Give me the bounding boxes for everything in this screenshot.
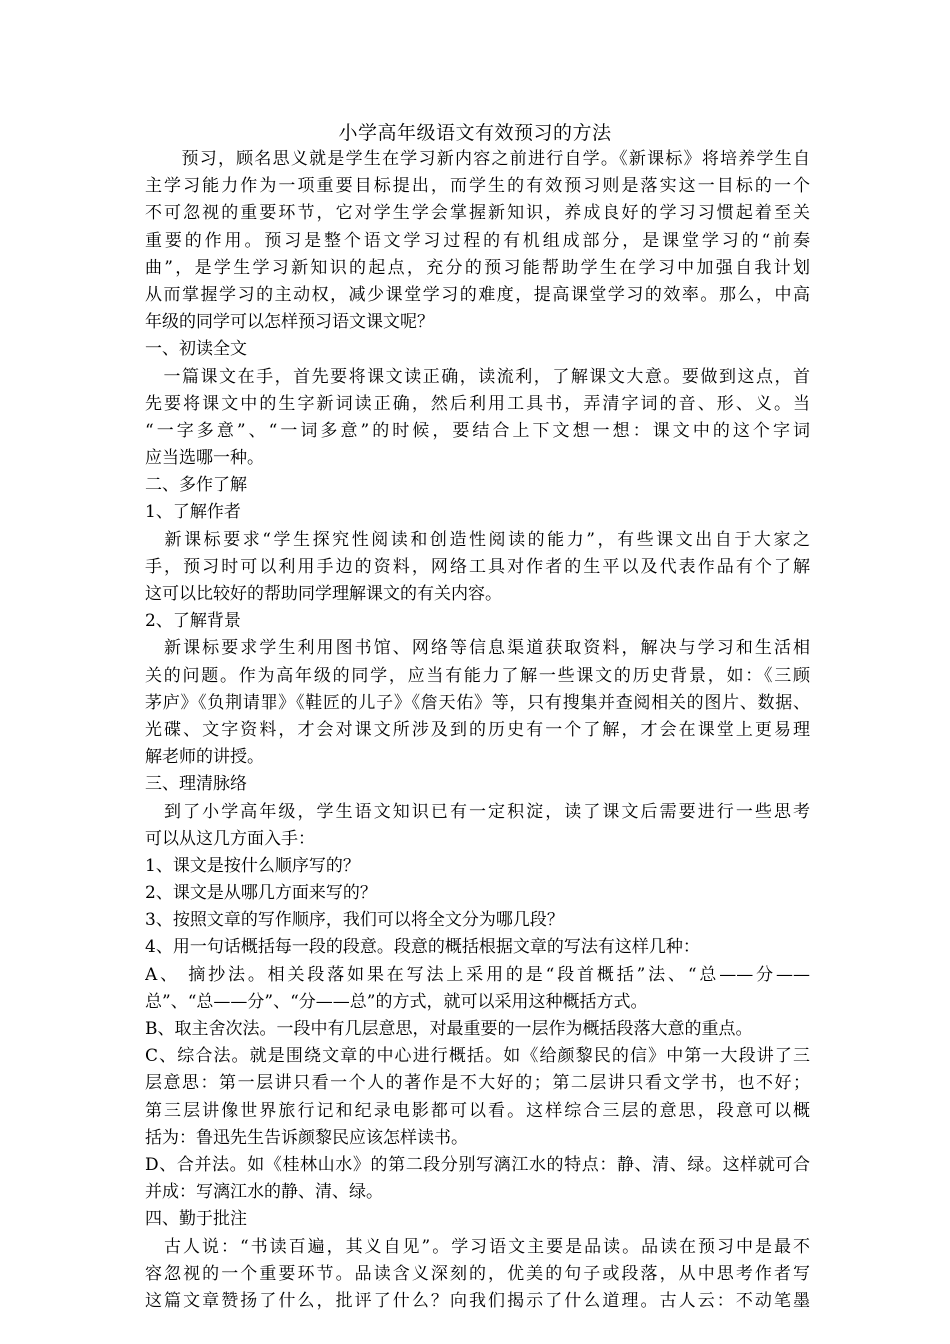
text-line: A、 摘抄法。相关段落如果在写法上采用的是“段首概括”法、“总——分—— (145, 964, 810, 985)
text-line: 四、勤于批注 (145, 1209, 247, 1230)
text-line: 这可以比较好的帮助同学理解课文的有关内容。 (145, 584, 502, 604)
text-line: 新课标要求学生利用图书馆、网络等信息渠道获取资料，解决与学习和生活相 (145, 638, 810, 659)
text-line: 预习，顾名思义就是学生在学习新内容之前进行自学。《新课标》将培养学生自 (145, 149, 810, 169)
text-line: 层意思：第一层讲只看一个人的著作是不大好的；第二层讲只看文学书，也不好； (145, 1073, 810, 1094)
text-line: 这篇文章赞扬了什么，批评了什么？向我们揭示了什么道理。古人云：不动笔墨 (145, 1290, 810, 1311)
text-line: 光碟、文字资料，才会对课文所涉及到的历史有一个了解，才会在课堂上更易理 (145, 719, 810, 740)
text-line: 2、了解背景 (145, 611, 241, 632)
text-line: 应当选哪一种。 (145, 448, 264, 469)
text-line: 总”、“总——分”、“分——总”的方式，就可以采用这种概括方式。 (145, 991, 648, 1012)
text-line: 先要将课文中的生字新词读正确，然后利用工具书，弄清字词的音、形、义。当 (145, 393, 810, 414)
text-line: 主学习能力作为一项重要目标提出，而学生的有效预习则是落实这一目标的一个 (145, 176, 810, 197)
text-line: 一篇课文在手，首先要将课文读正确，读流利，了解课文大意。要做到这点，首 (145, 366, 810, 387)
text-line: 关的问题。作为高年级的同学，应当有能力了解一些课文的历史背景，如：《三顾 (145, 665, 810, 686)
document-body (145, 146, 810, 1315)
text-line: 重要的作用。预习是整个语文学习过程的有机组成部分，是课堂学习的“前奏 (145, 230, 810, 251)
text-line: 从而掌握学习的主动权，减少课堂学习的难度，提高课堂学习的效率。那么，中高 (145, 284, 810, 305)
text-line: 第三层讲像世界旅行记和纪录电影都可以看。这样综合三层的意思，段意可以概 (145, 1100, 810, 1121)
text-line: 括为：鲁迅先生告诉颜黎民应该怎样读书。 (145, 1127, 468, 1148)
text-line: 茅庐》《负荆请罪》《鞋匠的儿子》《詹天佑》等，只有搜集并查阅相关的图片、数据、 (145, 692, 810, 713)
text-line: 并成：写漓江水的静、清、绿。 (145, 1182, 383, 1203)
text-line: 不可忽视的重要环节，它对学生学会掌握新知识，养成良好的学习习惯起着至关 (145, 203, 810, 224)
text-line: 年级的同学可以怎样预习语文课文呢？ (145, 312, 434, 333)
text-line: 手，预习时可以利用手边的资料，网络工具对作者的生平以及代表作品有个了解 (145, 556, 810, 577)
text-line: 一、初读全文 (145, 339, 247, 360)
text-line: 容忽视的一个重要环节。品读含义深刻的，优美的句子或段落，从中思考作者写 (145, 1263, 810, 1284)
text-line: 三、理清脉络 (145, 774, 247, 795)
text-line: 二、多作了解 (145, 475, 247, 496)
text-line: 可以从这几方面入手： (145, 828, 315, 849)
text-line: D、合并法。如《桂林山水》的第二段分别写漓江水的特点：静、清、绿。这样就可合 (145, 1154, 810, 1175)
text-line: 曲”，是学生学习新知识的起点，充分的预习能帮助学生在学习中加强自我计划 (145, 257, 810, 278)
text-line: 到了小学高年级，学生语文知识已有一定积淀，读了课文后需要进行一些思考 (145, 801, 810, 822)
text-line: 3、按照文章的写作顺序，我们可以将全文分为哪几段？ (145, 910, 564, 931)
text-line: 4、用一句话概括每一段的段意。段意的概括根据文章的写法有这样几种： (145, 937, 700, 958)
text-line: 古人说：“书读百遍，其义自见”。学习语文主要是品读。品读在预习中是最不 (145, 1236, 810, 1257)
text-line: C、综合法。就是围绕文章的中心进行概括。如《给颜黎民的信》中第一大段讲了三 (145, 1046, 810, 1067)
document-title: 小学高年级语文有效预习的方法 (338, 122, 612, 144)
text-line: 1、了解作者 (145, 502, 241, 523)
text-line: 解老师的讲授。 (145, 747, 264, 768)
text-line: 1、课文是按什么顺序写的？ (145, 855, 360, 876)
text-line: B、取主舍次法。一段中有几层意思，对最重要的一层作为概括段落大意的重点。 (145, 1019, 753, 1039)
text-line: 2、课文是从哪几方面来写的？ (145, 883, 377, 904)
text-line: “一字多意”、“一词多意”的时候，要结合上下文想一想：课文中的这个字词 (145, 420, 810, 441)
text-line: 新课标要求“学生探究性阅读和创造性阅读的能力”，有些课文出自于大家之 (145, 529, 810, 550)
